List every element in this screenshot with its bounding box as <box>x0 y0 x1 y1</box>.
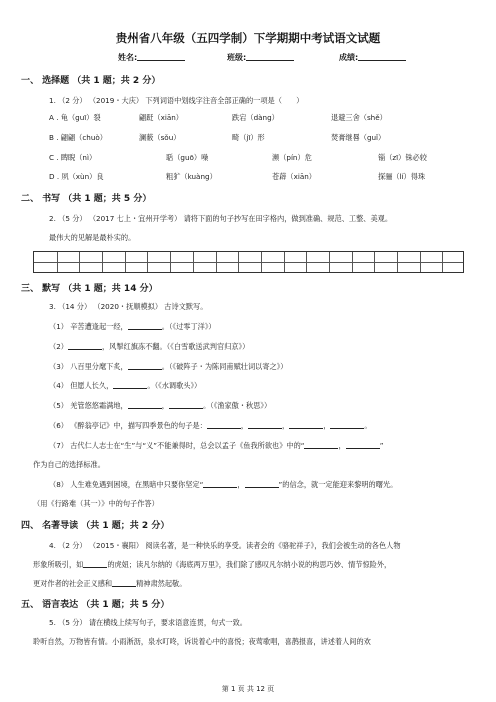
answer-blank[interactable] <box>112 579 136 587</box>
section-1-heading: 一、 选择题 （共 1 题；共 2 分） <box>21 76 161 86</box>
q3-item-8-cont: （用《行路难（其一）》中的句子作答） <box>33 499 159 508</box>
score-field <box>339 52 406 63</box>
answer-blank[interactable] <box>330 421 364 429</box>
q1-option-a-word4: 退避三舍（shě） <box>331 113 387 122</box>
q3-item-4: （4） 但愿人长久， 。（《水调歌头》） <box>49 381 202 390</box>
q1-option-a: A . 龟（guī）裂 <box>49 113 101 122</box>
q4-stem: 4. （2 分） （2015・襄阳） 阅读名著，是一种快乐的享受。读者会的《骆驼祥子》，我们会被生动的各色人物 <box>49 541 401 550</box>
answer-blank[interactable] <box>83 560 107 568</box>
q1-option-b-word3: 畸（jī）形 <box>232 133 265 142</box>
answer-blank[interactable] <box>289 421 323 429</box>
q3-item-3: （3） 八百里分麾下炙， 。（《破阵子・为陈同甫赋壮词以寄之》） <box>49 362 288 371</box>
q1-option-c-word3: 濒（pín）危 <box>272 153 312 162</box>
q1-option-c: C . 睥睨（nì） <box>49 153 97 162</box>
name-field <box>118 52 185 63</box>
answer-blank[interactable] <box>203 480 237 488</box>
q1-option-b: B . 翩翩（chuò） <box>49 133 107 142</box>
q1-option-a-word2: 翩跹（xiān） <box>139 113 183 122</box>
q1-option-d-word2: 粗犷（kuàng） <box>166 172 217 181</box>
q1-option-d-word4: 探骊（lí）得珠 <box>378 172 426 181</box>
q2-stem: 2. （5 分） （2017 七上・宜州开学考） 请将下面的句子抄写在田字格内，做到准确、规范、工整、美观。 <box>49 214 393 223</box>
class-field <box>227 52 294 63</box>
section-2-heading: 二、 书写 （共 1 题；共 5 分） <box>21 194 152 204</box>
q5-passage: 聆听自然，万物皆有情。小雨淅沥，泉水叮咚，诉说着心中的喜悦；夜莺歌唱，喜鹊报喜，讲述着人间的欢 <box>33 637 371 646</box>
section-3-heading: 三、 默写 （共 1 题；共 14 分） <box>21 284 158 294</box>
q1-option-b-word4: 焚膏继晷（guǐ） <box>331 133 386 142</box>
section-5-heading: 五、 语言表达 （共 1 题；共 5 分） <box>21 600 170 610</box>
class-blank <box>246 52 294 61</box>
score-blank <box>358 52 406 61</box>
answer-blank[interactable] <box>169 401 203 409</box>
q1-option-d: D . 夙（xùn）良 <box>49 172 104 181</box>
answer-blank[interactable] <box>113 381 147 389</box>
q3-stem: 3. （14 分） （2020・抚顺模拟） 古诗文默写。 <box>49 302 208 311</box>
answer-blank[interactable] <box>245 480 279 488</box>
section-4-heading: 四、 名著导读 （共 1 题；共 2 分） <box>21 521 170 531</box>
q1-option-c-word4: 锱（zī）铢必较 <box>378 153 427 162</box>
q1-option-d-word3: 苍薜（xiān） <box>272 172 316 181</box>
answer-blank[interactable] <box>207 421 241 429</box>
q3-item-2: （2） ，风掣红旗冻不翻。（《白雪歌送武判官归京》） <box>49 342 250 351</box>
q1-stem: 1. （2 分） （2019・大庆） 下列词语中划线字注音全部正确的一项是（ ） <box>49 96 304 105</box>
q3-item-8: （8） 人生难免遇到困境，在黑暗中只要你坚定“ ， ”的信念，就一定能迎来黎明的曙光。 <box>49 480 398 489</box>
q3-item-7: （7） 古代仁人志士在“生”与“义”不能兼得时，总会以孟子《鱼我所欲也》中的“ ， ” <box>49 441 384 450</box>
answer-blank[interactable] <box>128 401 162 409</box>
answer-blank[interactable] <box>346 441 380 449</box>
q1-option-b-word2: 澜薮（sǒu） <box>139 133 181 142</box>
q1-option-c-word2: 聒（guō）噪 <box>166 153 209 162</box>
page-title: 贵州省八年级（五四学制）下学期期中考试语文试题 <box>115 31 381 45</box>
answer-blank[interactable] <box>248 421 282 429</box>
writing-grid-midline <box>34 262 463 263</box>
q5-stem: 5. （5 分） 请在横线上续写句子，要求语意连贯，句式一致。 <box>49 618 247 627</box>
score-label: 成绩: <box>339 53 359 62</box>
q3-item-5: （5） 羌管悠悠霜满地， ， 。（《渔家傲・秋思》） <box>49 401 272 410</box>
q2-sentence: 最伟大的见解是最朴实的。 <box>49 233 136 242</box>
name-blank <box>137 52 185 61</box>
writing-grid[interactable] <box>33 251 464 273</box>
q4-line-3: 更对作者的社会正义感和 精神肃然起敬。 <box>33 579 187 588</box>
class-label: 班级: <box>227 53 247 62</box>
answer-blank[interactable] <box>128 362 162 370</box>
q3-item-7-cont: 作为自己的选择标准。 <box>33 460 105 469</box>
q3-item-6: （6） 《醉翁亭记》中，描写四季景色的句子是： ， ， ， 。 <box>49 421 372 430</box>
q1-option-a-word3: 跌宕（dàng） <box>232 113 279 122</box>
q4-line-2: 形象所吸引，如 的虎妞；读凡尔纳的《海底两万里》，我们除了感叹凡尔纳小说的构思巧妙、情节惊险外， <box>33 560 392 569</box>
page-footer: 第 1 页 共 12 页 <box>221 685 275 693</box>
name-label: 姓名: <box>118 53 138 62</box>
answer-blank[interactable] <box>304 441 338 449</box>
answer-blank[interactable] <box>68 342 102 350</box>
answer-blank[interactable] <box>128 322 162 330</box>
q3-item-1: （1） 辛苦遭逢起一经， 。（《过零丁洋》） <box>49 322 216 331</box>
